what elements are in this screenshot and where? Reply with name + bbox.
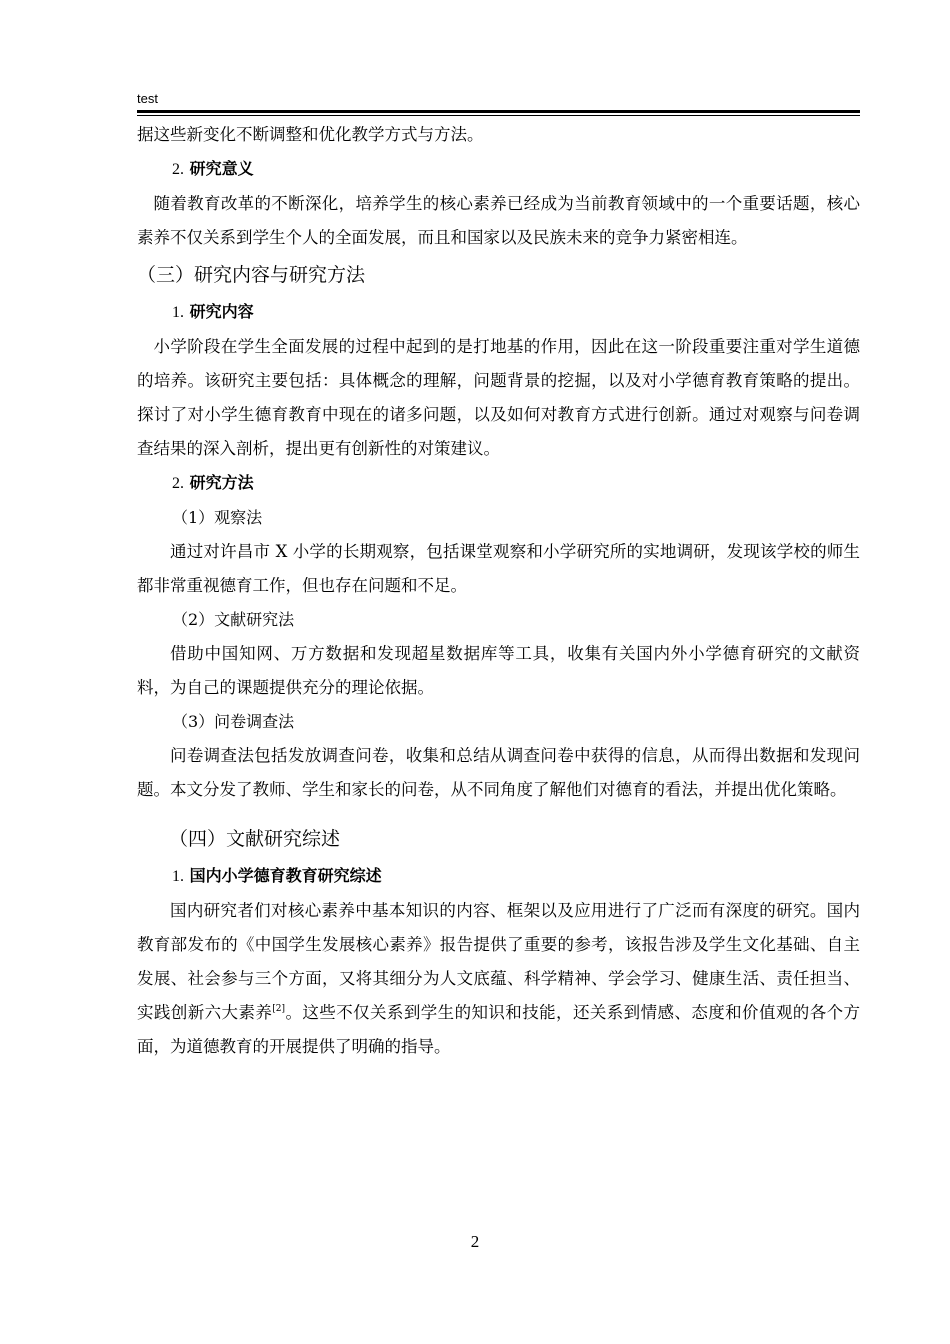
paragraph-literature: 借助中国知网、万方数据和发现超星数据库等工具，收集有关国内外小学德育研究的文献资料，为自己的课题提供充分的理论依据。 — [137, 644, 860, 697]
paragraph-domestic-review: 国内研究者们对核心素养中基本知识的内容、框架以及应用进行了广泛而有深度的研究。国内教育部发布的《中国学生发展核心素养》报告提供了重要的参考，该报告涉及学生文化基础、自主发展、社会参与三个方面，又将其细分为人文底蕴、科学精神、学会学习、健康生活、责任担当、实践创新六大素养[2]。这些不仅关系到学生的知识和技能，还关系到情感、态度和价值观的各个方面，为道德教育的开展提供了明确的指导。 — [137, 901, 861, 1056]
subheading-domestic-review: 1. 国内小学德育教育研究综述 — [172, 866, 382, 885]
subheading-research-method: 2. 研究方法 — [172, 473, 254, 492]
method-literature: （2）文献研究法 — [172, 610, 295, 629]
paragraph-content: 小学阶段在学生全面发展的过程中起到的是打地基的作用，因此在这一阶段重要注重对学生道德的培养。该研究主要包括：具体概念的理解，问题背景的挖掘，以及对小学德育教育策略的提出。探讨了对小学生德育教育中现在的诸多问题，以及如何对教育方式进行创新。通过对观察与问卷调查结果的深入剖析，提出更有创新性的对策建议。 — [137, 337, 860, 458]
paragraph-continued: 据这些新变化不断调整和优化教学方式与方法。 — [137, 125, 484, 144]
subheading-research-significance: 2. 研究意义 — [172, 159, 254, 178]
section-heading-3: （三）研究内容与研究方法 — [137, 264, 366, 286]
page-body — [137, 118, 860, 1064]
page-number: 2 — [470, 1232, 480, 1251]
running-header-label: test — [137, 91, 158, 106]
header-rule-thick — [137, 110, 860, 113]
paragraph-observation: 通过对许昌市 X 小学的长期观察，包括课堂观察和小学研究所的实地调研，发现该学校的师生都非常重视德育工作，但也存在问题和不足。 — [137, 542, 860, 595]
citation-ref[interactable]: [2] — [272, 1004, 286, 1014]
paragraph-questionnaire: 问卷调查法包括发放调查问卷，收集和总结从调查问卷中获得的信息，从而得出数据和发现问题。本文分发了教师、学生和家长的问卷，从不同角度了解他们对德育的看法，并提出优化策略。 — [137, 746, 860, 799]
paragraph-significance: 随着教育改革的不断深化，培养学生的核心素养已经成为当前教育领域中的一个重要话题，核心素养不仅关系到学生个人的全面发展，而且和国家以及民族未来的竞争力紧密相连。 — [137, 194, 860, 247]
section-heading-4: （四）文献研究综述 — [169, 828, 341, 850]
subheading-research-content: 1. 研究内容 — [172, 302, 254, 321]
method-questionnaire: （3）问卷调查法 — [172, 712, 295, 731]
header-rule-thin — [137, 115, 860, 116]
method-observation: （1）观察法 — [172, 508, 263, 527]
